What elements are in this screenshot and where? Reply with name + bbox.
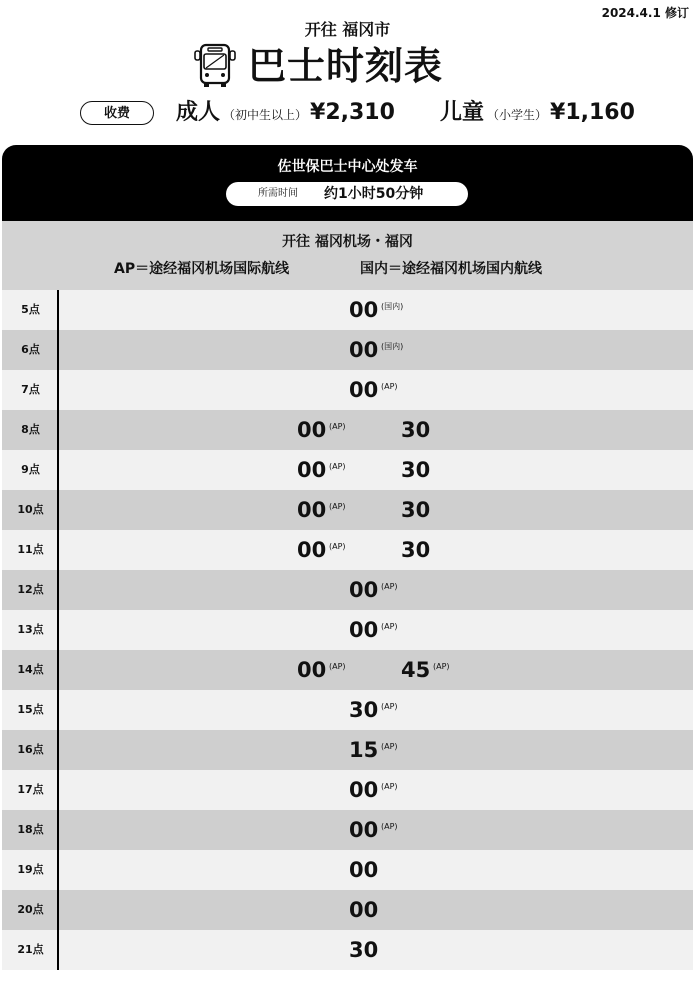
departure-minute: 00: [349, 298, 379, 322]
departure: [297, 498, 353, 522]
departure-times: [61, 890, 693, 930]
hour-label: 10点: [17, 503, 44, 516]
duration-pill: [226, 182, 468, 206]
table-row: [2, 610, 693, 650]
hour-label: 16点: [17, 743, 44, 756]
departure-minute: 00: [349, 378, 379, 402]
departure: [401, 658, 457, 682]
hour-label: 13点: [17, 623, 44, 636]
hour-column-divider: [57, 290, 59, 970]
legend-domestic: 国内＝途经福冈机场国内航线: [360, 261, 542, 277]
route-tag: (AP): [381, 781, 398, 791]
table-row: [2, 770, 693, 810]
departure-times: [61, 490, 693, 530]
departure: [349, 778, 405, 802]
duration-value: 约1小时50分钟: [324, 186, 424, 202]
adult-fare: [176, 97, 395, 131]
route-destination: 开往 福冈机场・福冈: [282, 234, 413, 250]
route-tag: (AP): [381, 701, 398, 711]
departure-times: [61, 570, 693, 610]
hour-label: 14点: [17, 663, 44, 676]
table-row: [2, 370, 693, 410]
table-row: [2, 450, 693, 490]
departure: [401, 458, 457, 482]
departure-minute: 30: [349, 698, 379, 722]
departure: [349, 738, 405, 762]
destination-heading: 开往 福冈市: [304, 20, 391, 39]
departure-times: [61, 450, 693, 490]
departure-times: [61, 330, 693, 370]
departure: [349, 338, 405, 362]
departure: [349, 898, 405, 922]
child-note: （小学生）: [487, 108, 548, 122]
departure-header: [2, 145, 693, 221]
hour-label: 12点: [17, 583, 44, 596]
departure-times: [61, 370, 693, 410]
hour-label: 11点: [17, 543, 44, 556]
table-row: [2, 730, 693, 770]
table-row: [2, 850, 693, 890]
route-tag: (AP): [329, 461, 346, 471]
hour-label: 6点: [21, 343, 40, 356]
departure-times: [61, 930, 693, 970]
route-tag: (AP): [381, 621, 398, 631]
route-tag: (AP): [381, 581, 398, 591]
hour-label: 15点: [17, 703, 44, 716]
departure-times: [61, 770, 693, 810]
departure-minute: 00: [349, 578, 379, 602]
child-label: 儿童: [440, 100, 485, 125]
departure-minute: 00: [349, 778, 379, 802]
origin-label: 佐世保巴士中心处发车: [277, 159, 418, 175]
departure-minute: 30: [401, 498, 431, 522]
departure: [349, 378, 405, 402]
departure-minute: 30: [401, 538, 431, 562]
hour-label: 18点: [17, 823, 44, 836]
departure-minute: 30: [349, 938, 379, 962]
departure-minute: 30: [401, 418, 431, 442]
departure-times: [61, 690, 693, 730]
route-tag: (AP): [329, 421, 346, 431]
route-tag: (AP): [433, 661, 450, 671]
child-price: ¥1,160: [550, 100, 635, 125]
page-title: 巴士时刻表: [248, 44, 444, 88]
departure-minute: 00: [297, 418, 327, 442]
departure: [401, 538, 457, 562]
table-row: [2, 530, 693, 570]
departure: [349, 298, 405, 322]
hour-label: 9点: [21, 463, 40, 476]
adult-label: 成人: [176, 100, 221, 125]
hour-label: 5点: [21, 303, 40, 316]
table-row: [2, 410, 693, 450]
route-info: [2, 221, 693, 290]
duration-label: 所需时间: [258, 188, 298, 199]
hour-label: 21点: [17, 943, 44, 956]
timetable: [2, 290, 693, 970]
departure-times: [61, 730, 693, 770]
departure-times: [61, 810, 693, 850]
departure: [349, 858, 405, 882]
departure-times: [61, 410, 693, 450]
departure-times: [61, 650, 693, 690]
legend-ap: AP＝途经福冈机场国际航线: [114, 261, 290, 277]
route-tag: (国内): [381, 341, 404, 351]
revision-date: 2024.4.1 修订: [601, 6, 689, 20]
table-row: [2, 330, 693, 370]
departure-minute: 00: [349, 618, 379, 642]
departure-minute: 00: [349, 818, 379, 842]
departure-minute: 00: [349, 338, 379, 362]
departure-times: [61, 610, 693, 650]
departure-times: [61, 290, 693, 330]
hour-label: 8点: [21, 423, 40, 436]
departure-minute: 00: [297, 498, 327, 522]
route-tag: (AP): [381, 381, 398, 391]
departure-minute: 00: [297, 538, 327, 562]
departure-times: [61, 530, 693, 570]
departure: [349, 818, 405, 842]
departure: [297, 538, 353, 562]
route-tag: (AP): [381, 741, 398, 751]
table-row: [2, 490, 693, 530]
adult-price: ¥2,310: [310, 100, 395, 125]
departure-minute: 00: [297, 458, 327, 482]
departure: [401, 418, 457, 442]
table-row: [2, 930, 693, 970]
fare-info: [0, 97, 695, 131]
departure: [297, 418, 353, 442]
adult-note: （初中生以上）: [223, 108, 308, 122]
hour-label: 7点: [21, 383, 40, 396]
departure-minute: 00: [349, 858, 379, 882]
departure: [297, 458, 353, 482]
departure-minute: 00: [297, 658, 327, 682]
title-area: [0, 40, 695, 92]
fare-badge: 收费: [80, 101, 154, 125]
route-tag: (国内): [381, 301, 404, 311]
table-row: [2, 810, 693, 850]
departure: [349, 578, 405, 602]
route-tag: (AP): [329, 541, 346, 551]
departure-minute: 30: [401, 458, 431, 482]
table-row: [2, 690, 693, 730]
bus-icon: [192, 43, 238, 89]
table-row: [2, 650, 693, 690]
departure-times: [61, 850, 693, 890]
table-row: [2, 890, 693, 930]
route-tag: (AP): [329, 501, 346, 511]
table-row: [2, 570, 693, 610]
departure: [401, 498, 457, 522]
departure: [349, 618, 405, 642]
table-row: [2, 290, 693, 330]
hour-label: 17点: [17, 783, 44, 796]
departure: [349, 698, 405, 722]
departure: [349, 938, 405, 962]
route-tag: (AP): [329, 661, 346, 671]
hour-label: 19点: [17, 863, 44, 876]
departure-minute: 00: [349, 898, 379, 922]
hour-label: 20点: [17, 903, 44, 916]
departure-minute: 15: [349, 738, 379, 762]
departure: [297, 658, 353, 682]
departure-minute: 45: [401, 658, 431, 682]
route-tag: (AP): [381, 821, 398, 831]
child-fare: [440, 97, 635, 131]
